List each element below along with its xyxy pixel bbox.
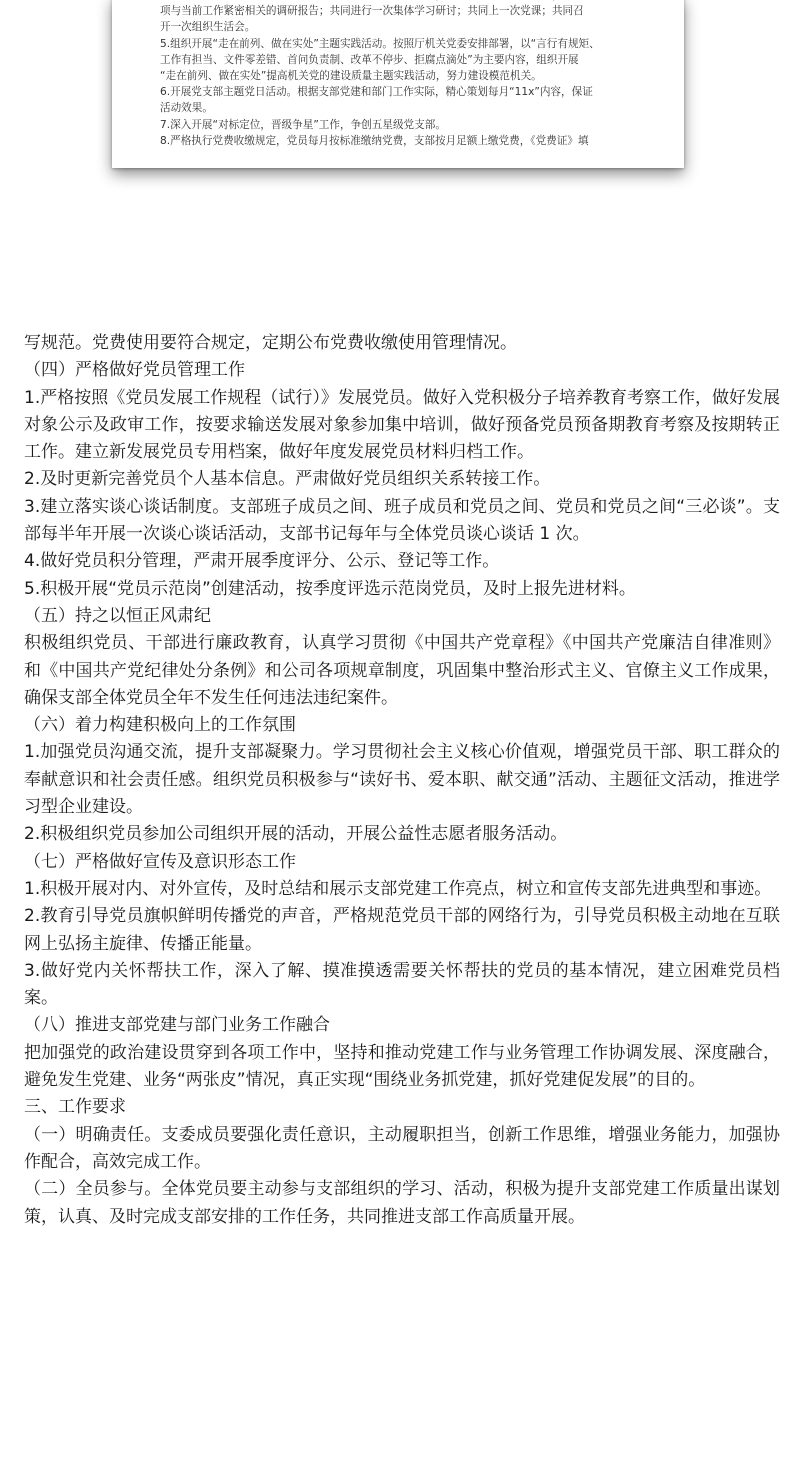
paragraph: （七）严格做好宣传及意识形态工作	[24, 851, 296, 872]
preview-line: 6.开展党支部主题党日活动。根据支部党建和部门工作实际，精心策划每月“11x”内容，保证	[160, 86, 593, 99]
paragraph: 4.做好党员积分管理，严肃开展季度评分、公示、登记等工作。	[24, 551, 500, 572]
paragraph: 2.及时更新完善党员个人基本信息。严肃做好党员组织关系转接工作。	[24, 469, 551, 490]
preview-line: 8.严格执行党费收缴规定，党员每月按标准缴纳党费，支部按月足额上缴党费，《党费证》填	[160, 134, 589, 147]
preview-text	[160, 0, 660, 149]
paragraph: 三、工作要求	[24, 1097, 126, 1118]
paragraph: 积极组织党员、干部进行廉政教育，认真学习贯彻《中国共产党章程》《中国共产党廉洁自律准则》和《中国共产党纪律处分条例》和公司各项规章制度，巩固集中整治形式主义、官僚主义工作成果，确保支部全体党员全年不发生任何违法违纪案件。	[24, 633, 780, 708]
paragraph: 5.积极开展“党员示范岗”创建活动，按季度评选示范岗党员，及时上报先进材料。	[24, 578, 636, 599]
preview-line: 7.深入开展“对标定位，晋级争星”工作，争创五星级党支部。	[160, 118, 446, 131]
paragraph: 1.加强党员沟通交流，提升支部凝聚力。学习贯彻社会主义核心价值观，增强党员干部、职工群众的奉献意识和社会责任感。组织党员积极参与“读好书、爱本职、献交通”活动、主题征文活动，推进学习型企业建设。	[24, 742, 780, 818]
paragraph: （五）持之以恒正风肃纪	[24, 605, 211, 626]
paragraph: 3.建立落实谈心谈话制度。支部班子成员之间、班子成员和党员之间、党员和党员之间“三必谈”。支部每半年开展一次谈心谈话活动，支部书记每年与全体党员谈心谈话 1 次。	[24, 496, 780, 545]
document-preview-card	[112, 0, 684, 168]
paragraph: （一）明确责任。支委成员要强化责任意识，主动履职担当，创新工作思维，增强业务能力，加强协作配合，高效完成工作。	[24, 1124, 780, 1172]
paragraph: 把加强党的政治建设贯穿到各项工作中，坚持和推动党建工作与业务管理工作协调发展、深度融合，避免发生党建、业务“两张皮”情况，真正实现“围绕业务抓党建，抓好党建促发展”的目的。	[24, 1042, 780, 1091]
paragraph: 2.教育引导党员旗帜鲜明传播党的声音，严格规范党员干部的网络行为，引导党员积极主动地在互联网上弘扬主旋律、传播正能量。	[24, 906, 780, 954]
document-body	[24, 330, 780, 1231]
preview-line: “走在前列、做在实处”提高机关党的建设质量主题实践活动，努力建设模范机关。	[160, 70, 542, 83]
paragraph: 写规范。党费使用要符合规定，定期公布党费收缴使用管理情况。	[24, 333, 517, 353]
preview-line: 5.组织开展“走在前列、做在实处”主题实践活动。按照厅机关党委安排部署，以“言行有规矩、	[160, 37, 600, 50]
paragraph: 3.做好党内关怀帮扶工作，深入了解、摸准摸透需要关怀帮扶的党员的基本情况，建立困难党员档案。	[24, 960, 780, 1009]
preview-area	[0, 0, 800, 260]
paragraph: （四）严格做好党员管理工作	[24, 360, 245, 381]
preview-line: 工作有担当、文件零差错、首问负责制、改革不停步、拒腐点滴处”为主要内容，组织开展	[160, 53, 579, 66]
preview-line: 活动效果。	[160, 102, 213, 115]
paragraph: （六）着力构建积极向上的工作氛围	[24, 715, 296, 736]
paragraph: （八）推进支部党建与部门业务工作融合	[24, 1015, 330, 1036]
paragraph: 1.严格按照《党员发展工作规程（试行）》发展党员。做好入党积极分子培养教育考察工作，做好发展对象公示及政审工作，按要求输送发展对象参加集中培训，做好预备党员预备期教育考察及按期转正工作。建立新发展党员专用档案，做好年度发展党员材料归档工作。	[24, 387, 780, 463]
paragraph: 2.积极组织党员参加公司组织开展的活动，开展公益性志愿者服务活动。	[24, 824, 568, 845]
paragraph: （二）全员参与。全体党员要主动参与支部组织的学习、活动，积极为提升支部党建工作质量出谋划策，认真、及时完成支部安排的工作任务，共同推进支部工作高质量开展。	[24, 1179, 780, 1227]
preview-line: 项与当前工作紧密相关的调研报告；共同进行一次集体学习研讨；共同上一次党课；共同召	[160, 5, 584, 18]
paragraph: 1.积极开展对内、对外宣传，及时总结和展示支部党建工作亮点，树立和宣传支部先进典型和事迹。	[24, 878, 772, 899]
preview-line: 开一次组织生活会。	[160, 21, 256, 34]
